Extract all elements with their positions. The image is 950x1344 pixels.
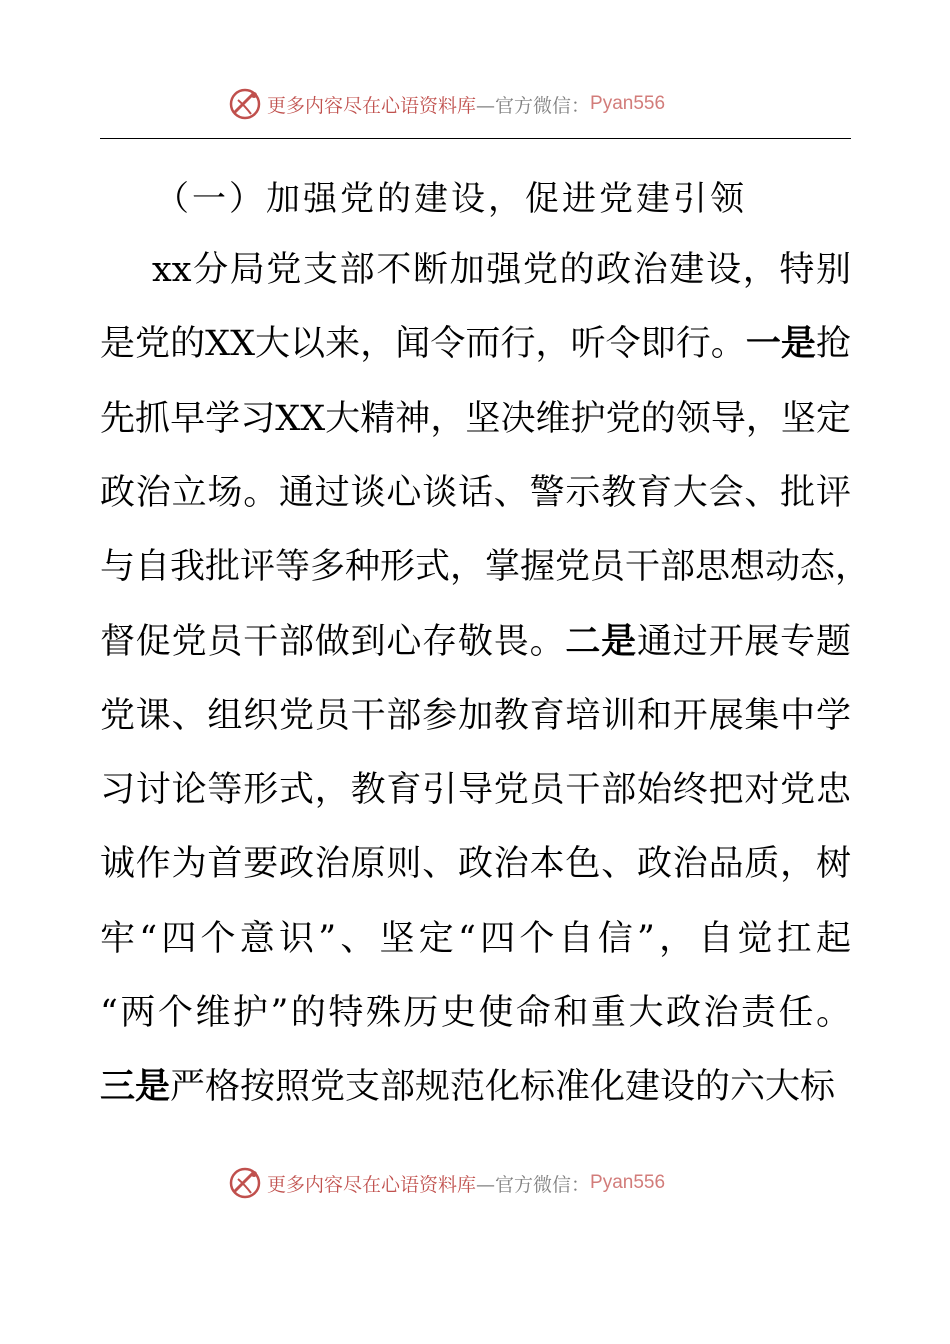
line-text: xx分局党支部不断加强党的政治建设，特别 <box>152 250 851 290</box>
watermark-brand-text: 更多内容尽在心语资料库 <box>267 94 477 117</box>
watermark-label-text: —官方微信： <box>476 94 591 117</box>
watermark-label-text: —官方微信： <box>476 1173 591 1196</box>
line-text: 严格按照党支部规范化标准化建设的六大标 <box>170 1067 836 1108</box>
footer-watermark <box>227 1163 665 1203</box>
line-text: 与自我批评等多种形式，掌握党员干部思想动态， <box>100 547 871 588</box>
bold-marker-text: 三是 <box>100 1067 171 1108</box>
line-text: 通过开展专题 <box>636 621 851 662</box>
header-divider <box>100 138 851 139</box>
line-text: 抢 <box>815 324 851 365</box>
section-heading: （一）加强党的建设，促进党建引领 <box>155 179 747 219</box>
body-line <box>100 319 851 369</box>
header-watermark <box>227 84 665 124</box>
line-text: 习讨论等形式，教育引导党员干部始终把对党忠 <box>100 770 851 811</box>
body-line <box>100 468 851 518</box>
watermark-brand-text: 更多内容尽在心语资料库 <box>267 1173 477 1196</box>
watermark-id-text: Pyan556 <box>590 93 666 114</box>
line-text: 是党的XX大以来，闻令而行，听令即行。 <box>100 324 746 365</box>
body-line <box>100 617 851 667</box>
body-line <box>152 245 851 295</box>
body-line <box>100 988 851 1038</box>
line-text: 诚作为首要政治原则、政治本色、政治品质，树 <box>100 844 851 885</box>
watermark-id-text: Pyan556 <box>590 1172 666 1193</box>
body-line <box>100 765 851 815</box>
body-line <box>100 914 851 964</box>
line-text: 先抓早学习XX大精神，坚决维护党的领导，坚定 <box>100 398 851 439</box>
body-line <box>100 691 851 741</box>
bold-marker-text: 二是 <box>565 621 637 662</box>
line-text: 政治立场。通过谈心谈话、警示教育大会、批评 <box>100 472 851 513</box>
body-line <box>100 839 851 889</box>
body-line <box>100 394 851 444</box>
line-text: 督促党员干部做到心存敬畏。 <box>100 621 566 662</box>
bold-marker-text: 一是 <box>745 324 816 365</box>
logo-icon <box>227 86 263 122</box>
body-line <box>100 542 871 592</box>
line-text: 牢“四个意识”、坚定“四个自信”，自觉扛起 <box>100 918 851 959</box>
body-line <box>100 1062 851 1112</box>
line-text: 党课、组织党员干部参加教育培训和开展集中学 <box>100 695 851 736</box>
line-text: “两个维护”的特殊历史使命和重大政治责任。 <box>100 993 851 1033</box>
logo-icon <box>227 1165 263 1201</box>
